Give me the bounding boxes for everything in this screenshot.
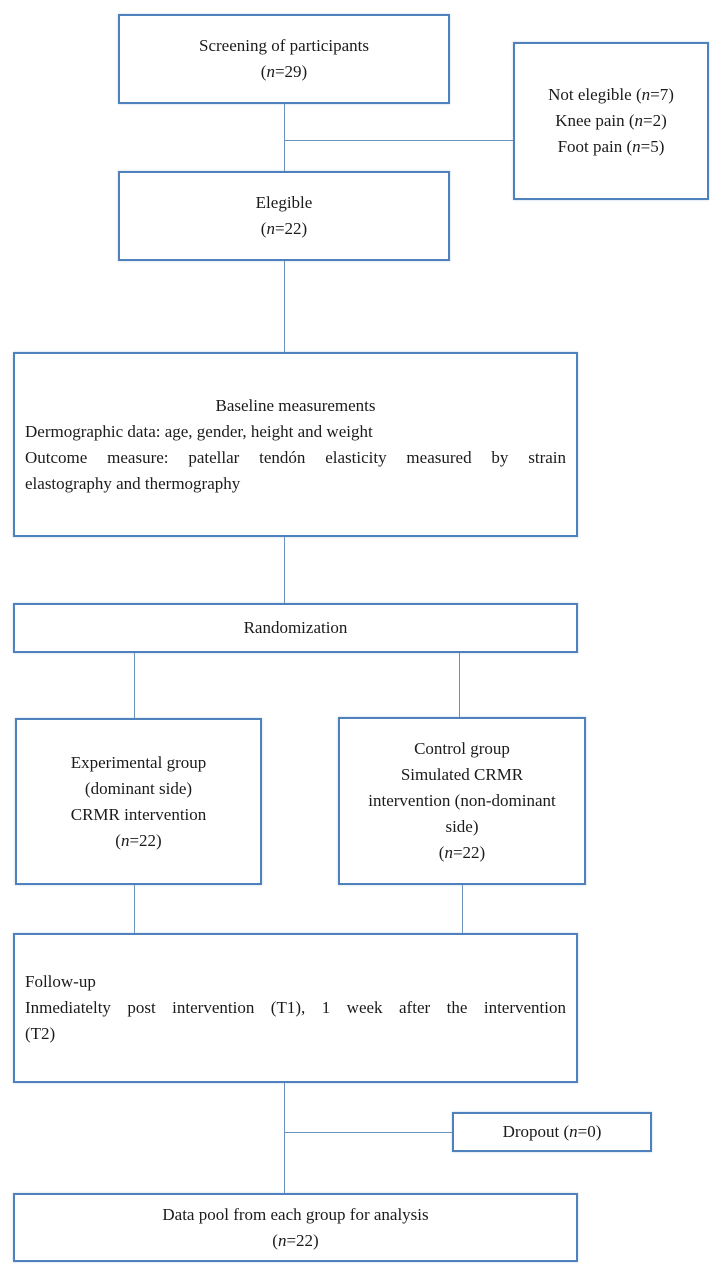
text-line: Outcome measure: patellar tendón elasticity measured by strain — [25, 447, 566, 467]
connector-screening-to-eligible — [284, 104, 285, 171]
text-line: Dropout (n=0) — [502, 1122, 602, 1141]
text-line: Knee pain (n=2) — [555, 111, 667, 130]
control-group-box — [338, 717, 586, 885]
connector-experimental-to-followup — [134, 885, 135, 933]
connector-randomization-to-experimental — [134, 653, 135, 718]
connector-branch-to-not-eligible — [285, 140, 513, 141]
randomization-box — [13, 603, 578, 653]
screening-box — [118, 14, 450, 104]
connector-randomization-to-control — [459, 653, 460, 717]
text-line: Experimental group — [70, 752, 207, 772]
text-line: Inmediatelty post intervention (T1), 1 week after the intervention — [25, 998, 566, 1017]
eligible-box — [118, 171, 450, 261]
connector-eligible-to-baseline — [284, 261, 285, 352]
text-line: side) — [445, 817, 479, 836]
text-line: (n=22) — [260, 219, 308, 238]
data-pool-box — [13, 1193, 578, 1262]
text-line: Randomization — [243, 618, 348, 637]
text-line: (n=29) — [260, 62, 308, 81]
text-line: elastography and thermography — [25, 473, 241, 493]
connector-followup-to-datapool — [284, 1083, 285, 1193]
text-line: Control group — [414, 739, 510, 758]
text-line: Data pool from each group for analysis — [162, 1204, 429, 1224]
experimental-group-box — [15, 718, 262, 885]
text-line: CRMR intervention — [70, 804, 207, 824]
follow-up-box — [13, 933, 578, 1083]
text-line: (dominant side) — [84, 778, 193, 798]
connector-control-to-followup — [462, 885, 463, 933]
text-line: (T2) — [25, 1024, 56, 1043]
text-line: intervention (non-dominant — [368, 791, 556, 810]
text-line: Dermographic data: age, gender, height and weight — [25, 421, 373, 441]
not-eligible-box — [513, 42, 709, 200]
text-line: (n=22) — [438, 843, 486, 862]
text-line: Simulated CRMR — [400, 765, 524, 784]
text-line: Follow-up — [25, 972, 96, 991]
text-line: Baseline measurements — [215, 395, 376, 415]
baseline-measurements-box — [13, 352, 578, 537]
connector-branch-to-dropout — [285, 1132, 452, 1133]
text-line: (n=22) — [272, 1230, 319, 1250]
connector-baseline-to-randomization — [284, 537, 285, 603]
text-line: (n=22) — [115, 830, 162, 850]
text-line: Screening of participants — [199, 36, 369, 55]
text-line: Elegible — [255, 193, 313, 212]
dropout-box — [452, 1112, 652, 1152]
text-line: Not elegible (n=7) — [548, 85, 674, 104]
text-line: Foot pain (n=5) — [557, 137, 665, 156]
